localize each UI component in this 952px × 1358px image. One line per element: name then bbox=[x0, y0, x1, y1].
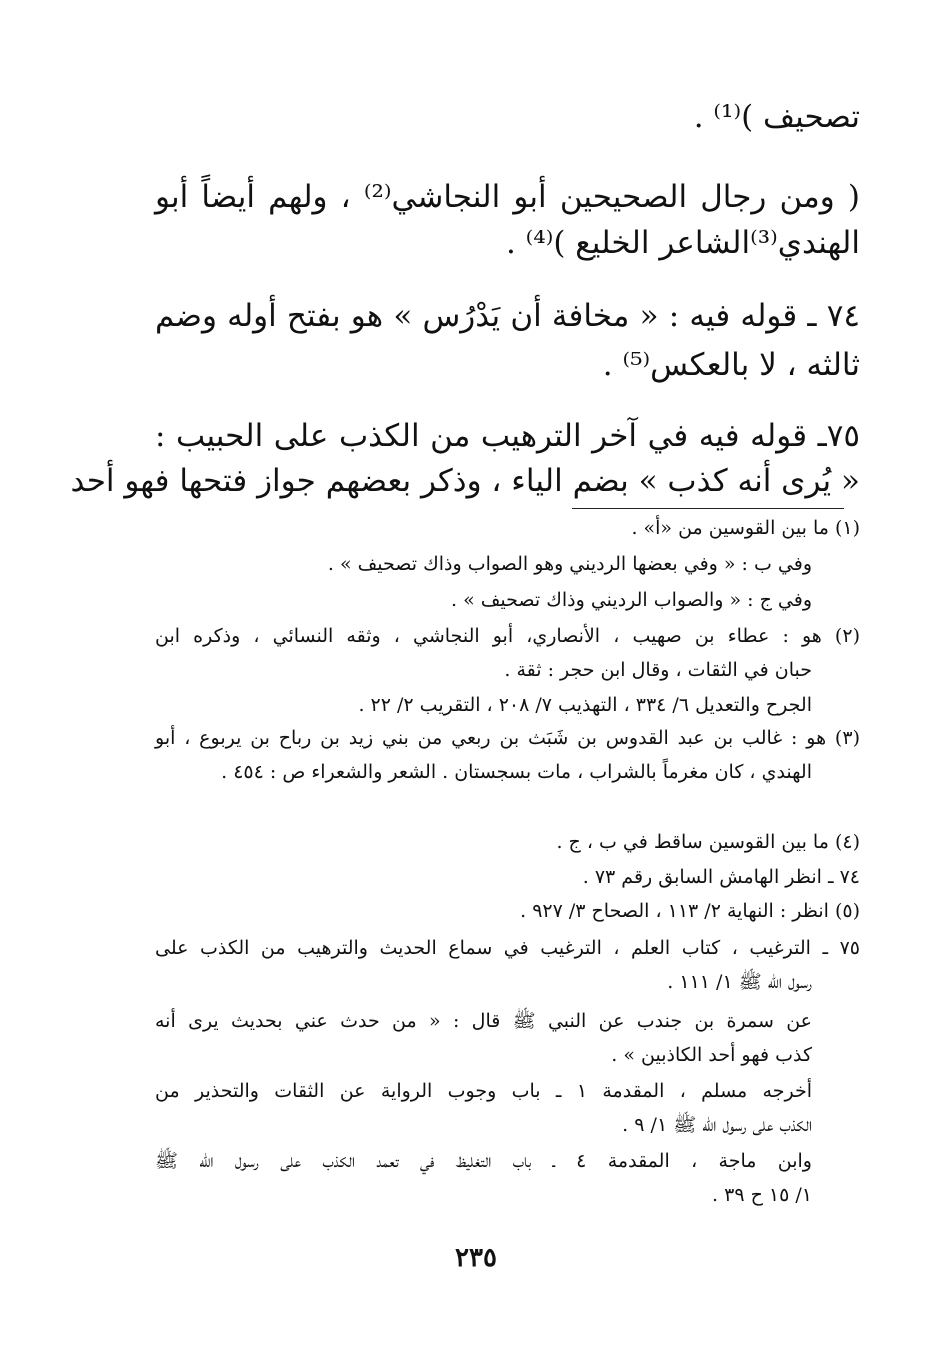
footnote-line: (١) ما بين القوسين من «أ» . bbox=[631, 517, 860, 539]
footnote-line: رسول الله ﷺ ١/ ١١١ . bbox=[667, 971, 812, 993]
footnote-line: ١/ ١٥ ح ٣٩ . bbox=[712, 1184, 812, 1206]
footnote-separator bbox=[572, 508, 844, 509]
footnote-line: أخرجه مسلم ، المقدمة ١ ـ باب وجوب الرواية عن الثقات والتحذير من bbox=[155, 1080, 812, 1102]
footnote-line: ٧٤ ـ انظر الهامش السابق رقم ٧٣ . bbox=[582, 866, 860, 888]
footnote-line: (٢) هو : عطاء بن صهيب ، الأنصاري، أبو النجاشي ، وثقه النسائي ، وذكره ابن bbox=[155, 625, 860, 647]
main-text-line: « يُرى أنه كذب » بضم الياء ، وذكر بعضهم جواز فتحها فهو أحد bbox=[70, 463, 860, 499]
footnote-line: (٣) هو : غالب بن عبد القدوس بن شَبَث بن ربعي من بني زيد بن رباح بن يربوع ، أبو bbox=[155, 727, 860, 749]
footnote-line: كذب فهو أحد الكاذبين » . bbox=[611, 1044, 812, 1066]
footnote-line: الكذب على رسول الله ﷺ ١/ ٩ . bbox=[622, 1114, 812, 1136]
footnote-line: (٥) انظر : النهاية ٢/ ١١٣ ، الصحاح ٣/ ٩٢٧ . bbox=[520, 900, 860, 922]
main-text-line: ثالثه ، لا بالعكس⁽⁵⁾ . bbox=[602, 347, 860, 383]
footnote-line: الهندي ، كان مغرماً بالشراب ، مات بسجستان . الشعر والشعراء ص : ٤٥٤ . bbox=[221, 761, 812, 783]
main-text-line: ٧٤ ـ قوله فيه : « مخافة أن يَدْرُس » هو بفتح أوله وضم bbox=[155, 298, 860, 334]
footnote-line: ٧٥ ـ الترغيب ، كتاب العلم ، الترغيب في سماع الحديث والترهيب من الكذب على bbox=[155, 937, 860, 959]
footnote-line: وفي ب : « وفي بعضها الرديني وهو الصواب وذاك تصحيف » . bbox=[327, 553, 812, 575]
footnote-line: حبان في الثقات ، وقال ابن حجر : ثقة . bbox=[504, 659, 812, 681]
main-text-line: ( ومن رجال الصحيحين أبو النجاشي⁽²⁾ ، ولهم أيضاً أبو bbox=[155, 179, 860, 215]
main-text-line: ٧٥ـ قوله فيه في آخر الترهيب من الكذب على الحبيب : bbox=[155, 418, 860, 454]
page-number: ٢٣٥ bbox=[455, 1243, 497, 1273]
footnote-line: وفي ج : « والصواب الرديني وذاك تصحيف » . bbox=[451, 589, 812, 611]
main-text-line: الهندي⁽³⁾الشاعر الخليع )⁽⁴⁾ . bbox=[505, 225, 860, 261]
footnote-line: (٤) ما بين القوسين ساقط في ب ، ج . bbox=[556, 831, 860, 853]
main-text-line: تصحيف )⁽¹⁾ . bbox=[693, 99, 860, 135]
footnote-line: عن سمرة بن جندب عن النبي ﷺ قال : « من حدث عني بحديث يرى أنه bbox=[155, 1010, 812, 1032]
footnote-line: الجرح والتعديل ٦/ ٣٣٤ ، التهذيب ٧/ ٢٠٨ ، التقريب ٢/ ٢٢ . bbox=[358, 694, 812, 716]
footnote-line: وابن ماجة ، المقدمة ٤ ـ باب التغليظ في تعمد الكذب على رسول الله ﷺ bbox=[155, 1150, 812, 1172]
